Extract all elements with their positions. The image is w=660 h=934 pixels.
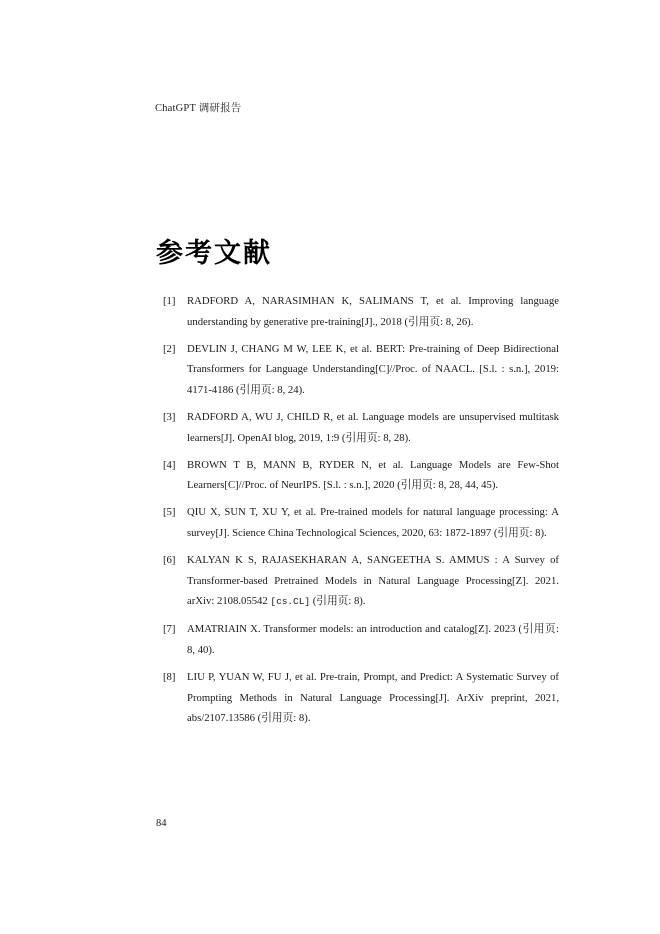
reference-text: BROWN T B, MANN B, RYDER N, et al. Language Models are Few-Shot Learners[C]//Proc. of NeurIPS. [S.l. : s.n.], 2020 (引用页: 8, 28, 44, 45). — [187, 458, 559, 492]
reference-text: AMATRIAIN X. Transformer models: an introduction and catalog[Z]. 2023 (引用页: 8, 40). — [187, 623, 559, 656]
reference-number: [1] — [163, 295, 176, 307]
reference-entry — [163, 455, 559, 497]
reference-number: [5] — [163, 506, 176, 519]
page-number: 84 — [156, 818, 167, 829]
page-title: 参考文献 — [156, 238, 272, 269]
reference-entry — [163, 619, 559, 661]
reference-entry — [163, 339, 559, 401]
reference-text: DEVLIN J, CHANG M W, LEE K, et al. BERT: Pre-training of Deep Bidirectional Transformers for Language Understanding[C]//Proc. of NAACL. [S.l. : s.n.], 2019: 4171-4186 (引用页: 8, 24). — [187, 342, 559, 397]
reference-entry — [163, 550, 559, 613]
reference-text: LIU P, YUAN W, FU J, et al. Pre-train, Prompt, and Predict: A Systematic Survey of Prompting Methods in Natural Language Processing[J]. ArXiv preprint, 2021, abs/2107.13586 (引用页: 8). — [187, 670, 559, 725]
running-head: ChatGPT 调研报告 — [155, 103, 242, 114]
reference-number: [3] — [163, 410, 176, 423]
reference-number: [7] — [163, 623, 176, 636]
reference-text: RADFORD A, WU J, CHILD R, et al. Language models are unsupervised multitask learners[J]. OpenAI blog, 2019, 1:9 (引用页: 8, 28). — [187, 410, 559, 444]
reference-text: KALYAN K S, RAJASEKHARAN A, SANGEETHA S. AMMUS : A Survey of Transformer-based Pretrained Models in Natural Language Processing[Z]. 2021. arXiv: 2108.05542 [cs.CL] (引用页: 8). — [187, 553, 559, 608]
reference-list — [163, 291, 559, 729]
reference-number: [4] — [163, 458, 176, 471]
reference-text: QIU X, SUN T, XU Y, et al. Pre-trained models for natural language processing: A survey[J]. Science China Technological Sciences, 2020, 63: 1872-1897 (引用页: 8). — [187, 506, 559, 539]
reference-entry — [163, 502, 559, 544]
reference-entry — [163, 667, 559, 729]
reference-number: [6] — [163, 553, 176, 566]
reference-number: [8] — [163, 670, 176, 683]
arxiv-category-code: [cs.CL] — [270, 596, 311, 608]
reference-entry — [163, 407, 559, 449]
reference-entry — [163, 291, 559, 333]
reference-text: RADFORD A, NARASIMHAN K, SALIMANS T, et al. Improving language understanding by generative pre-training[J]., 2018 (引用页: 8, 26). — [187, 295, 559, 328]
reference-number: [2] — [163, 342, 176, 355]
